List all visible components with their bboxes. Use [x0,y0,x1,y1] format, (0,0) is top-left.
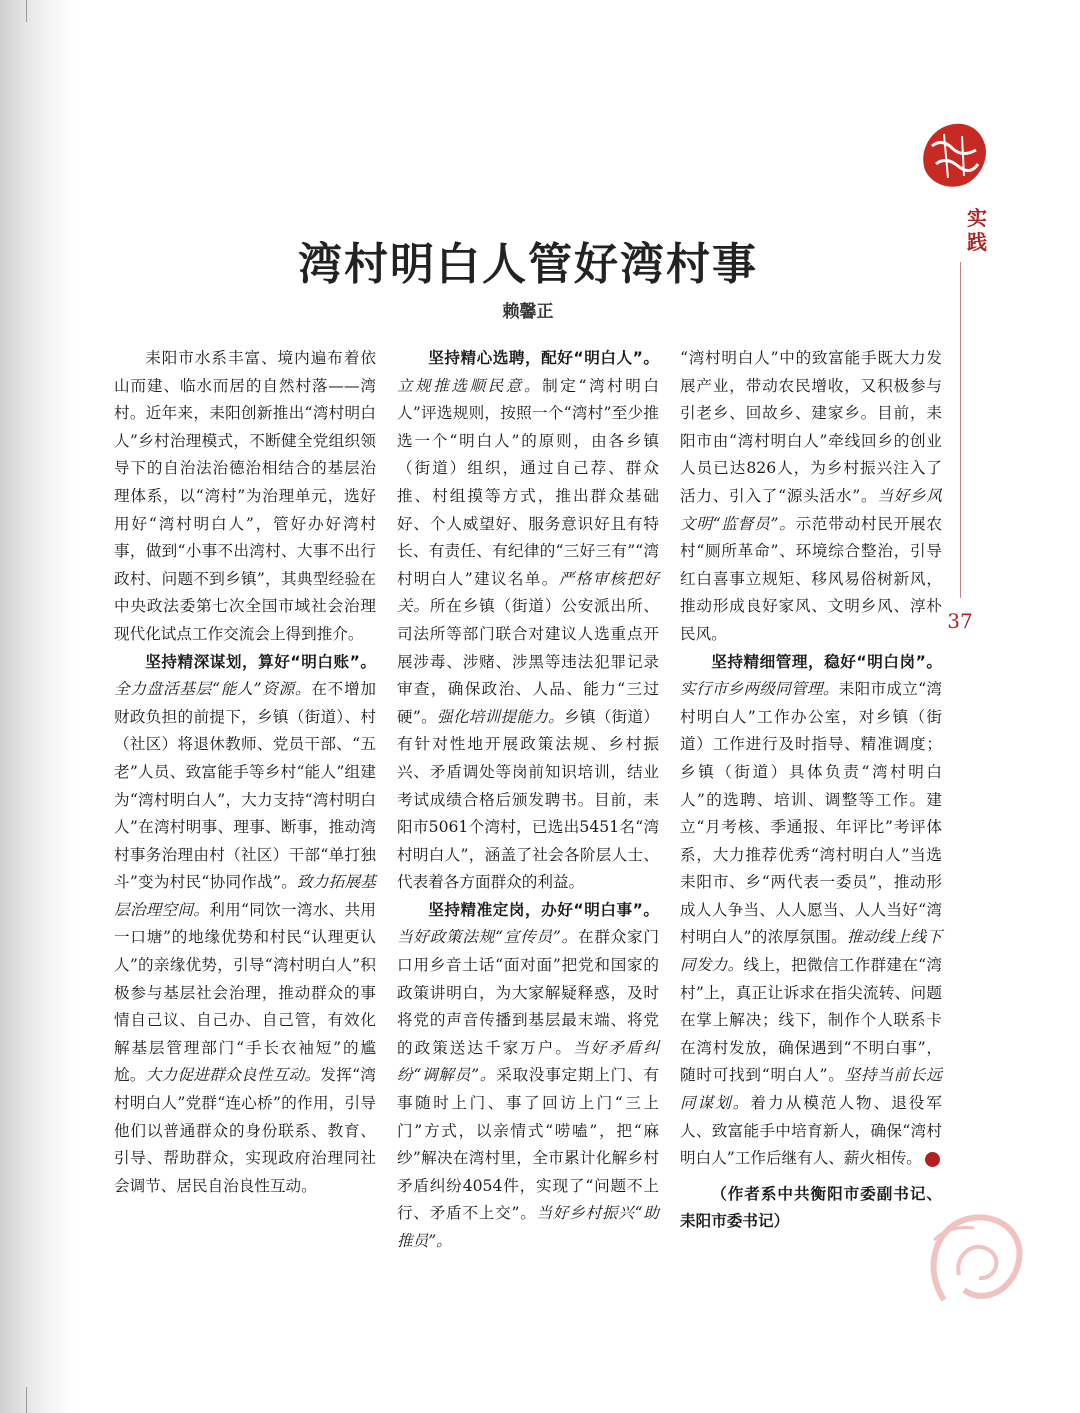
section-2-text-3: 乡镇（街道）有针对性地开展政策法规、乡村振兴、矛盾调处等岗前知识培训，结业考试成绩合格后颁发聘书。目前，耒阳市5061个湾村，已选出5451名“湾村明白人”，涵盖了社会各阶层人士、代表着各方面群众的利益。 [397,707,659,892]
section-1-subheading-3: 大力促进群众良性互动。 [145,1066,321,1085]
section-1-text-1: 在不增加财政负担的前提下，乡镇（街道）、村（社区）将退休教师、党员干部、“五老”人员、致富能手等乡村“能人”组建为“湾村明白人”，大力支持“湾村明白人”在湾村明事、理事、断事，推动湾村事务治理由村（社区）干部“单打独斗”变为村民“协同作战”。 [114,680,376,892]
section-4-text-3: 着力从模范人物、退役军人、致富能手中培育新人，确保“湾村明白人”工作后继有人、薪火相传。 [680,1094,942,1168]
text-column-3 [680,345,942,1235]
section-3-paragraph [397,897,659,1256]
section-2-subheading-2: 严格审核把好关。 [397,569,660,616]
section-4-subheading-1: 实行市乡两级同管理。 [680,680,839,699]
section-4-text-1: 耒阳市成立“湾村明白人”工作办公室，对乡镇（街道）工作进行及时指导、精准调度；乡镇（街道）具体负责“湾村明白人”的选聘、培训、调整等工作。建立“月考核、季通报、年评比”考评体系，大力推荐优秀“湾村明白人”当选耒阳市、乡“两代表一委员”，推动形成人人争当、人人愿当、人人当好“湾村明白人”的浓厚氛围。 [680,680,942,947]
section-2-subheading-3: 强化培训提能力。 [437,707,565,726]
crop-mark-top [26,0,27,22]
section-2-heading: 坚持精心选聘，配好“明白人”。 [428,349,659,367]
section-3-continued [680,345,942,649]
page-binding-shadow [0,0,75,1413]
section-4-paragraph [680,649,942,1173]
section-2-text-2: 所在乡镇（街道）公安派出所、司法所等部门联合对建议人选重点开展涉毒、涉赌、涉黑等违法犯罪记录审查，确保政治、人品、能力“三过硬”。 [397,597,659,726]
section-1-subheading-2: 致力拓展基层治理空间。 [114,873,376,919]
article-author: 赖馨正 [502,302,554,322]
text-column-1 [114,345,376,1200]
section-divider [960,262,961,598]
text-column-2 [397,345,659,1256]
section-4-subheading-3: 坚持当前长远同谋划。 [680,1066,942,1113]
section-3-subheading-4: 当好乡风文明“监督员”。 [680,486,942,533]
section-2-text-1: 制定“湾村明白人”评选规则，按照一个“湾村”至少推选一个“明白人”的原则，由各乡镇（街道）组织，通过自己荐、群众推、村组摸等方式，推出群众基础好、个人威望好、服务意识好且有特长、有责任、有纪律的“三好三有”“湾村明白人”建议名单。 [397,376,659,588]
section-2-paragraph [397,345,659,897]
section-3-subheading-3: 当好乡村振兴“助推员”。 [397,1204,659,1250]
section-1-heading: 坚持精深谋划，算好“明白账”。 [145,652,376,671]
article-end-icon [925,1152,940,1167]
section-3-text-1: 在群众家门口用乡音土话“面对面”把党和国家的政策讲明白，为大家解疑释惑，及时将党的声音传播到基层最末端、将党的政策送达千家万户。 [397,928,659,1057]
article-title: 湾村明白人管好湾村事 [298,239,758,290]
intro-paragraph: 耒阳市水系丰富、境内遍布着依山而建、临水而居的自然村落——湾村。近年来，耒阳创新推出“湾村明白人”乡村治理模式，不断健全党组织领导下的自治法治德治相结合的基层治理体系，以“湾村”为治理单元，选好用好“湾村明白人”，管好办好湾村事，做到“小事不出湾村、大事不出行政村、问题不到乡镇”，其典型经验在中央政法委第七次全国市域社会治理现代化试点工作交流会上得到推介。 [114,349,376,643]
section-3-heading: 坚持精准定岗，办好“明白事”。 [428,900,659,919]
section-label: 实践 [967,206,987,254]
crop-mark-bottom [26,1387,27,1413]
section-1-text-3: 发挥“湾村明白人”党群“连心桥”的作用，引导他们以普通群众的身份联系、教育、引导、帮助群众，实现政府治理同社会调节、居民自治良性互动。 [114,1066,376,1195]
decorative-watermark [904,1180,1054,1330]
section-1-subheading-1: 全力盘活基层“能人”资源。 [114,680,312,699]
section-4-heading: 坚持精细管理，稳好“明白岗”。 [711,652,942,671]
section-1-paragraph [114,649,376,1201]
section-1-text-2: 利用“同饮一湾水、共用一口塘”的地缘优势和村民“认理更认人”的亲缘优势，引导“湾村明白人”积极参与基层社会治理，推动群众的事情自己议、自己办、自己管，有效化解基层管理部门“手长衣袖短”的尴尬。 [114,900,376,1085]
section-3-text-3: “湾村明白人”中的致富能手既大力发展产业，带动农民增收，又积极参与引老乡、回故乡、建家乡。目前，耒阳市由“湾村明白人”牵线回乡的创业人员已达826人，为乡村振兴注入了活力、引入了“源头活水”。 [680,349,942,505]
magazine-logo [918,120,990,192]
section-2-subheading-1: 立规推选顺民意。 [397,376,543,395]
section-3-text-4: 示范带动村民开展农村“厕所革命”、环境综合整治，引导红白喜事立规矩、移风易俗树新风，推动形成良好家风、文明乡风、淳朴民风。 [680,514,942,643]
page-number: 37 [947,609,973,633]
author-bio: （作者系中共衡阳市委副书记、耒阳市委书记） [680,1184,942,1230]
section-3-text-2: 采取没事定期上门、有事随时上门、事了回访上门“三上门”方式，以亲情式“唠嗑”，把“麻纱”解决在湾村里，全市累计化解乡村矛盾纠纷4054件，实现了“问题不上行、矛盾不上交”。 [397,1066,659,1223]
section-3-subheading-2: 当好矛盾纠纷“调解员”。 [397,1038,659,1085]
section-4-text-2: 线上，把微信工作群建在“湾村”上，真正让诉求在指尖流转、问题在掌上解决；线下，制作个人联系卡在湾村发放，确保遇到“不明白事”，随时可找到“明白人”。 [680,956,942,1085]
section-3-subheading-1: 当好政策法规“宣传员”。 [397,928,578,947]
section-4-subheading-2: 推动线上线下同发力。 [680,928,942,975]
